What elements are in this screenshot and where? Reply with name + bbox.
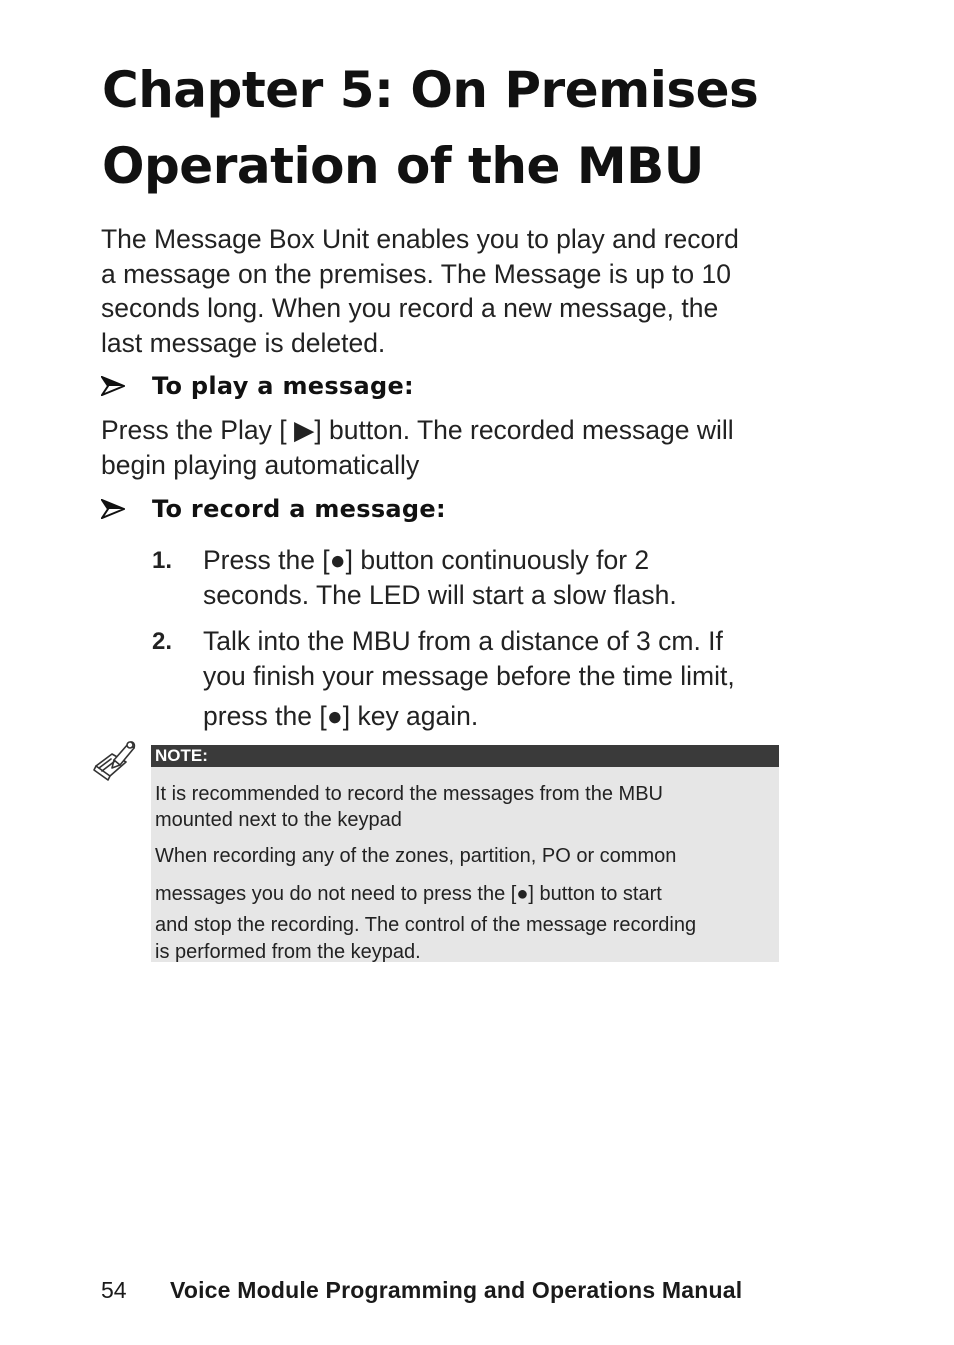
step-number: 1. [152, 547, 173, 574]
step-number: 2. [152, 628, 173, 655]
step-text [203, 543, 803, 613]
note-paragraph [155, 881, 775, 966]
note-line: and stop the recording. The control of the message recording [155, 914, 697, 936]
play-instructions [101, 413, 801, 483]
note-box [151, 745, 779, 962]
note-header [151, 745, 779, 767]
step-line: press the [●] key again. [203, 701, 479, 731]
chapter-title [102, 52, 882, 204]
note-line: mounted next to the keypad [155, 809, 402, 831]
record-heading-text: To record a message: [152, 495, 446, 523]
step-line: seconds. The LED will start a slow flash. [203, 580, 677, 610]
play-line: Press the Play [ ▶] button. The recorded message will [101, 415, 734, 445]
intro-paragraph [101, 222, 801, 360]
play-heading-text: To play a message: [152, 372, 414, 400]
note-line: When recording any of the zones, partition, PO or common [155, 845, 677, 867]
step-line: you finish your message before the time limit, [203, 661, 735, 691]
chapter-title-line: Chapter 5: On Premises [102, 61, 759, 119]
step-line: Press the [●] button continuously for 2 [203, 545, 650, 575]
note-pencil-icon [90, 738, 140, 788]
note-paragraph [155, 781, 775, 833]
chapter-title-line: Operation of the MBU [102, 137, 704, 195]
note-paragraph [155, 843, 775, 869]
note-line: messages you do not need to press the [●] button to start [155, 883, 662, 905]
step-text [203, 624, 803, 734]
note-label: NOTE: [155, 746, 208, 765]
intro-line: The Message Box Unit enables you to play and record [101, 224, 739, 254]
intro-line: seconds long. When you record a new message, the [101, 293, 719, 323]
manual-title: Voice Module Programming and Operations Manual [170, 1277, 743, 1303]
intro-line: last message is deleted. [101, 327, 386, 358]
arrow-bullet-icon [101, 492, 127, 526]
intro-line: a message on the premises. The Message is up to 10 [101, 258, 731, 289]
arrow-bullet-icon [101, 369, 127, 403]
page-number: 54 [101, 1277, 127, 1303]
note-line: It is recommended to record the messages from the MBU [155, 783, 663, 805]
play-line: begin playing automatically [101, 450, 420, 480]
note-line: is performed from the keypad. [155, 941, 421, 963]
step-line: Talk into the MBU from a distance of 3 cm. If [203, 626, 723, 656]
